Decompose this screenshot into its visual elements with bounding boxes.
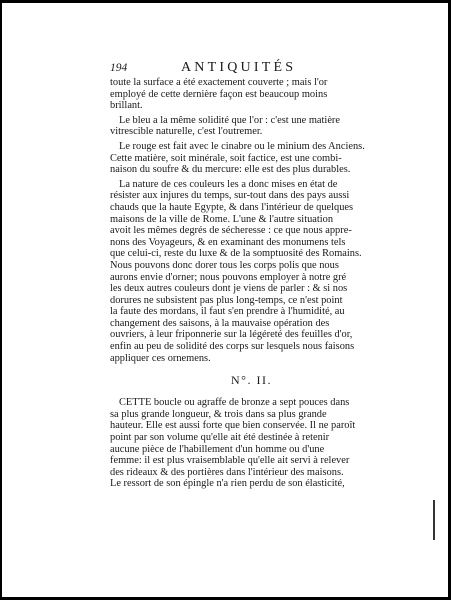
text-line: hauteur. Elle est aussi forte que bien conservée. Il ne paroît xyxy=(110,420,356,432)
text-line: nons des Voyageurs, & en examinant des monumens tels xyxy=(110,236,346,248)
text-line: la faute des mordans, il faut s'en prendre à l'humidité, au xyxy=(110,306,345,318)
text-line: vitrescible naturelle, c'est l'outremer. xyxy=(110,126,263,138)
text-line: La nature de ces couleurs les a donc mises en état de xyxy=(119,178,338,190)
text-line: des rideaux & des portières dans l'intérieur des maisons. xyxy=(110,466,344,478)
text-line: naison du soufre & du mercure: elle est des plus durables. xyxy=(110,164,351,176)
page-number: 194 xyxy=(110,62,128,74)
page-edge-shadow xyxy=(433,500,435,540)
text-line: point par son volume qu'elle ait été destinée à retenir xyxy=(110,432,330,444)
text-line: avoit les mêmes degrés de sécheresse : ce que nous appre- xyxy=(110,225,352,237)
text-line: que celui-ci, reste du luxe & de la somptuosité des Romains. xyxy=(110,248,362,260)
text-line: brillant. xyxy=(110,100,143,112)
text-line: Le rouge est fait avec le cinabre ou le minium des Anciens. xyxy=(119,140,365,152)
text-line: les deux autres couleurs dont je viens de parler : & si nos xyxy=(110,283,348,295)
paragraph xyxy=(110,397,393,490)
text-line: toute la surface a été exactement couverte ; mais l'or xyxy=(110,77,328,88)
text-line: ouvriers, à leur friponnerie sur la légéreté des feuilles d'or, xyxy=(110,329,353,341)
book-page xyxy=(110,60,393,490)
text-line: dorures ne subsistent pas plus long-temps, ce n'est point xyxy=(110,294,343,306)
text-line: CETTE boucle ou agraffe de bronze a sept pouces dans xyxy=(119,397,350,409)
body-text-top xyxy=(110,77,393,364)
text-line: sa plus grande longueur, & trois dans sa plus grande xyxy=(110,408,327,420)
text-line: Nous pouvons donc dorer tous les corps polis que nous xyxy=(110,259,339,271)
running-head xyxy=(110,60,393,76)
paragraph xyxy=(110,141,393,176)
paragraph xyxy=(110,115,393,138)
text-line: Le ressort de son épingle n'a rien perdu de son élasticité, xyxy=(110,478,345,490)
text-line: aurons envie d'orner; nous pouvons employer à notre gré xyxy=(110,271,347,283)
text-line: appliquer ces ornemens. xyxy=(110,352,211,364)
paragraph xyxy=(110,179,393,365)
text-line: changement des saisons, à la mauvaise opération des xyxy=(110,317,330,329)
text-line: résister aux injures du temps, sur-tout dans des pays aussi xyxy=(110,190,350,202)
text-line: enfin au peu de solidité des corps sur lesquels nous faisons xyxy=(110,341,355,353)
running-title: ANTIQUITÉS xyxy=(181,60,297,75)
paragraph xyxy=(110,77,393,112)
text-line: aucune pièce de l'habillement d'un homme ou d'une xyxy=(110,443,325,455)
text-line: Le bleu a la même solidité que l'or : c'est une matière xyxy=(119,114,340,126)
text-line: chauds que la haute Egypte, & dans l'intérieur de quelques xyxy=(110,201,354,213)
text-line: Cette matière, soit minérale, soit factice, est une combi- xyxy=(110,152,342,164)
body-text-bottom xyxy=(110,397,393,490)
text-line: maisons de la ville de Rome. L'une & l'autre situation xyxy=(110,213,334,225)
text-line: employé de cette dernière façon est beaucoup moins xyxy=(110,88,328,100)
section-heading: N°. II. xyxy=(231,373,272,388)
text-line: femme: il est plus vraisemblable qu'elle ait servi à relever xyxy=(110,455,350,467)
